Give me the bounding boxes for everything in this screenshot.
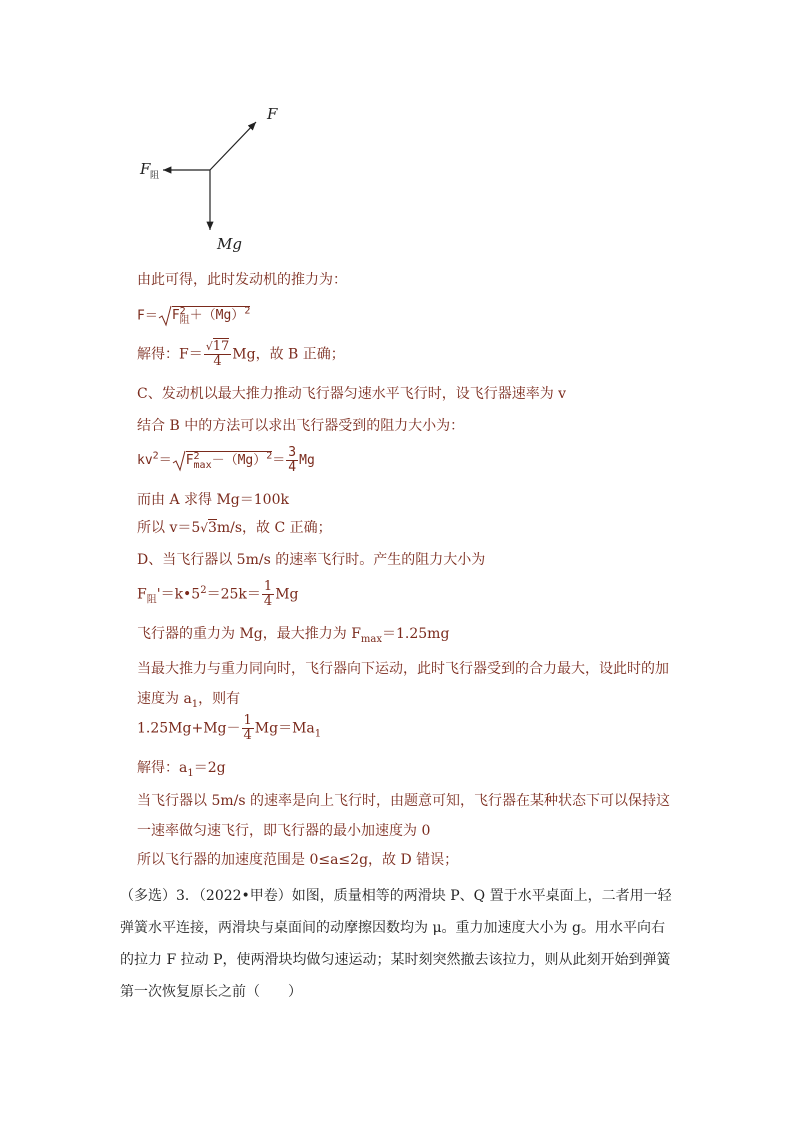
- text-line: 结合 B 中的方法可以求出飞行器受到的阻力大小为：: [137, 418, 465, 434]
- label-Mg: Mg: [217, 235, 242, 253]
- text-line: 由此可得，此时发动机的推力为：: [137, 272, 347, 288]
- formula-line: 所以 v＝5√3m/s，故 C 正确；: [137, 520, 332, 536]
- text-paragraph: 当最大推力与重力同向时，飞行器向下运动，此时飞行器受到的合力最大，设此时的加速度为 $a_1$，则有: [137, 661, 669, 710]
- text-line: 飞行器的重力为 Mg，最大推力为 $F_{max}=1.25mg$: [137, 626, 450, 645]
- formula-line: $kv^2= F$ 2 max $-(Mg)^2=$ $\frac{3}{4}$ Mg: [137, 445, 315, 475]
- text-line: 所以飞行器的加速度范围是 0≤a≤2g，故 D 错误；: [137, 852, 459, 868]
- force-diagram: [130, 95, 280, 260]
- label-Fzu: F: [140, 160, 151, 178]
- formula-line: 解得：F＝ $\frac{√17}{4}$ Mg，故 B 正确；: [137, 339, 345, 369]
- text-line: D、当飞行器以 5m/s 的速率飞行时。产生的阻力大小为: [137, 552, 486, 568]
- formula-line: $F_阻'=k•5^2=25k=$ $\frac{1}{4}$ Mg: [137, 579, 299, 609]
- label-Fzu-sub: 阻: [150, 171, 160, 181]
- question-paragraph: （多选）3．（2022•甲卷）如图，质量相等的两滑块 P、Q 置于水平桌面上，二者用一轻弹簧水平连接，两滑块与桌面间的动摩擦因数均为 μ。重力加速度大小为 g。用水平向右的拉力 F 拉动 P，使两滑块均做匀速运动；某时刻突然撤去该拉力，则从此刻开始到弹簧第一次恢复原长之前（ ）: [120, 888, 672, 1000]
- label-F: F: [267, 105, 278, 123]
- text-line: 解得：$a_1=2g$: [137, 760, 226, 779]
- text-paragraph: 当飞行器以 5m/s 的速率是向上飞行时，由题意可知，飞行器在某种状态下可以保持这一速率做匀速飞行，即飞行器的最小加速度为 0: [137, 793, 670, 839]
- text-line: 而由 A 求得 Mg＝100k: [137, 492, 289, 508]
- text-line: C、发动机以最大推力推动飞行器匀速水平飞行时，设飞行器速率为 v: [137, 386, 567, 402]
- formula-line: 1.25Mg+Mg－ $\frac{1}{4}$ $Mg=Ma_1$: [137, 713, 322, 743]
- force-diagram-svg: [130, 95, 280, 260]
- formula-line: F＝ F 2 阻 $+(Mg)^2$: [137, 305, 251, 326]
- force-F-arrow: [210, 122, 256, 170]
